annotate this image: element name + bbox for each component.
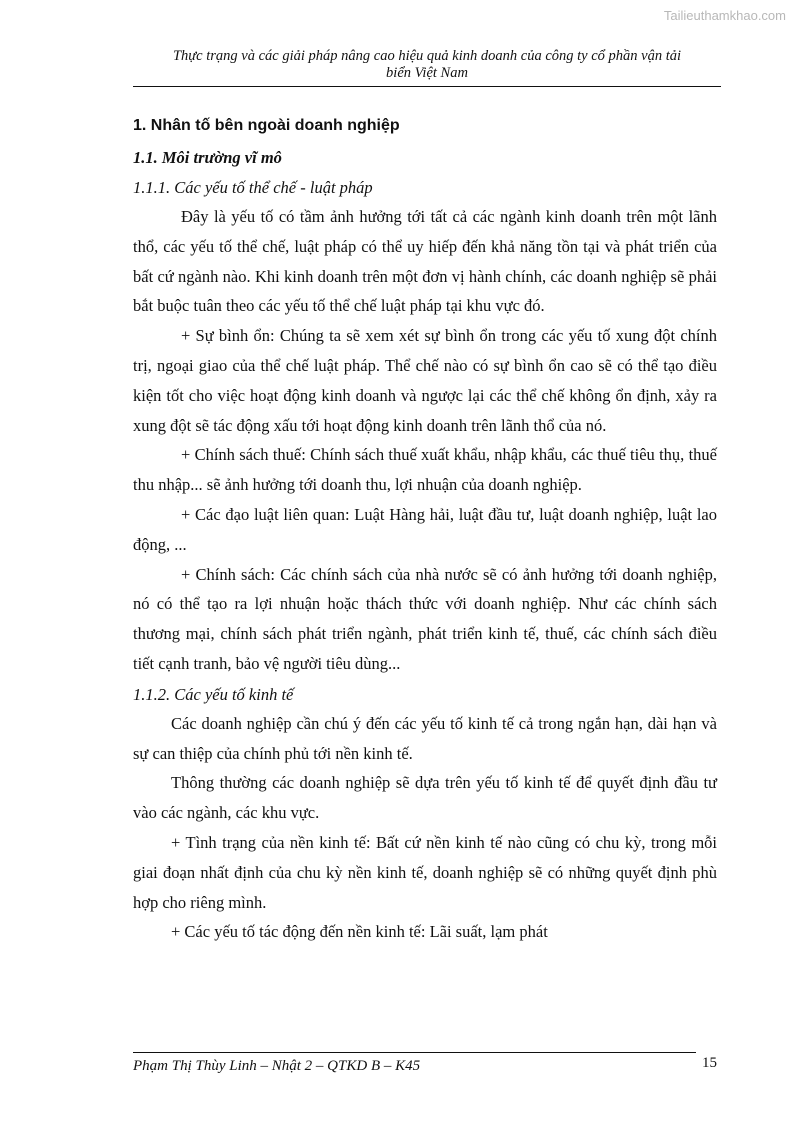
paragraph: + Các yếu tố tác động đến nền kinh tế: Lãi suất, lạm phát (171, 922, 548, 942)
paragraph: + Chính sách: Các chính sách của nhà nước sẽ có ảnh hưởng tới doanh nghiệp, nó có thể tạo ra lợi nhuận hoặc thách thức với doanh nghiệp. Như các chính sách thương mại, chính sách phát triển ngành, phát triển kinh tế, thuế, các chính sách điều tiết cạnh tranh, bảo vệ người tiêu dùng... (133, 564, 717, 673)
paragraph: + Các đạo luật liên quan: Luật Hàng hải, luật đầu tư, luật doanh nghiệp, luật lao động, ... (133, 504, 717, 554)
header-divider (133, 86, 721, 87)
header-line-2: biển Việt Nam (386, 65, 468, 81)
running-header (133, 48, 721, 82)
paragraph: Thông thường các doanh nghiệp sẽ dựa trên yếu tố kinh tế để quyết định đầu tư vào các ngành, các khu vực. (133, 773, 717, 823)
header-line-1: Thực trạng và các giải pháp nâng cao hiệu quả kinh doanh của công ty cổ phần vận tải (172, 48, 682, 64)
page-number: 15 (702, 1055, 717, 1071)
paragraph: Các doanh nghiệp cần chú ý đến các yếu tố kinh tế cả trong ngắn hạn, dài hạn và sự can thiệp của chính phủ tới nền kinh tế. (133, 713, 717, 763)
footer-divider (133, 1052, 696, 1053)
watermark: Tailieuthamkhao.com (663, 8, 786, 23)
footer-author: Phạm Thị Thùy Linh – Nhật 2 – QTKD B – K45 (133, 1058, 421, 1074)
page-body (133, 112, 717, 947)
subsection-heading: 1.1. Môi trường vĩ mô (133, 148, 282, 167)
subsubsection-heading-legal: 1.1.1. Các yếu tố thể chế - luật pháp (133, 178, 373, 197)
paragraph: + Sự bình ổn: Chúng ta sẽ xem xét sự bình ổn trong các yếu tố xung đột chính trị, ngoại giao của thể chế luật pháp. Thể chế nào có sự bình ổn cao sẽ có thể tạo điều kiện tốt cho việc hoạt động kinh doanh và ngược lại các thể chế không ổn định, xảy ra xung đột sẽ tác động xấu tới hoạt động kinh doanh trên lãnh thổ của nó. (133, 326, 717, 435)
paragraph: Đây là yếu tố có tầm ảnh hưởng tới tất cả các ngành kinh doanh trên một lãnh thổ, các yếu tố thể chế, luật pháp có thể uy hiếp đến khả năng tồn tại và phát triển của bất cứ ngành nào. Khi kinh doanh trên một đơn vị hành chính, các doanh nghiệp sẽ phải bắt buộc tuân theo các yếu tố thể chế luật pháp tại khu vực đó. (133, 207, 717, 316)
paragraph: + Chính sách thuế: Chính sách thuế xuất khẩu, nhập khẩu, các thuế tiêu thụ, thuế thu nhập... sẽ ảnh hưởng tới doanh thu, lợi nhuận của doanh nghiệp. (133, 445, 717, 495)
subsubsection-heading-economic: 1.1.2. Các yếu tố kinh tế (133, 684, 294, 704)
paragraph: + Tình trạng của nền kinh tế: Bất cứ nền kinh tế nào cũng có chu kỳ, trong mỗi giai đoạn nhất định của chu kỳ nền kinh tế, doanh nghiệp sẽ có những quyết định phù hợp cho riêng mình. (133, 832, 717, 912)
section-heading: 1. Nhân tố bên ngoài doanh nghiệp (133, 117, 400, 134)
